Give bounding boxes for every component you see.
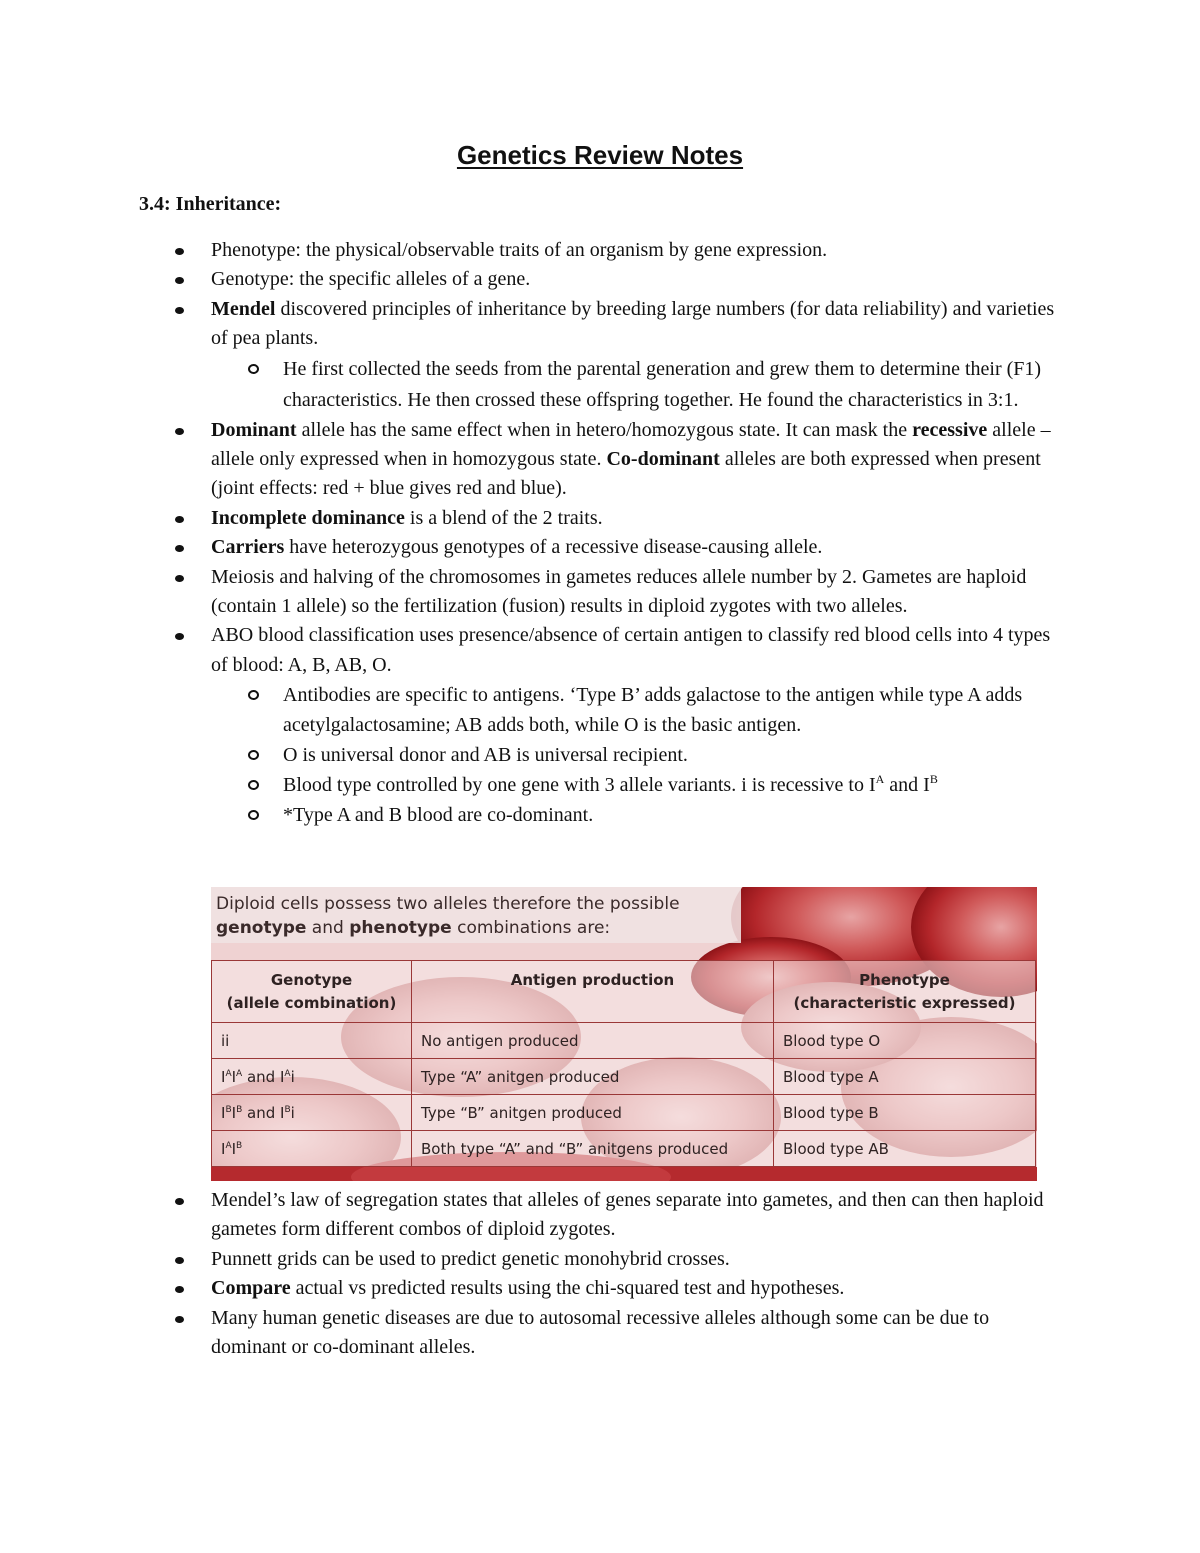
column-header-genotype: Genotype (allele combination) [212, 961, 412, 1023]
bullet-icon [175, 516, 184, 523]
bullet-icon [175, 307, 184, 314]
sub-list-item: O is universal donor and AB is universal recipient. [0, 740, 1200, 770]
list-item: Incomplete dominance is a blend of the 2 traits. [0, 504, 1200, 533]
column-header-antigen: Antigen production [412, 961, 774, 1023]
list-item: Genotype: the specific alleles of a gene. [0, 265, 1200, 294]
list-item: Punnett grids can be used to predict genetic monohybrid crosses. [0, 1245, 1200, 1274]
antigen-cell: No antigen produced [412, 1023, 774, 1059]
bullet-icon [175, 1316, 184, 1323]
phenotype-cell: Blood type AB [774, 1131, 1036, 1167]
bullet-icon [175, 277, 184, 284]
antigen-cell: Type “A” anitgen produced [412, 1059, 774, 1095]
bullet-icon [175, 248, 184, 255]
bullet-icon [175, 633, 184, 640]
table-row [212, 1023, 1036, 1059]
sub-list-item: *Type A and B blood are co-dominant. [0, 800, 1200, 830]
sub-bullet-icon [248, 780, 259, 790]
bullet-icon [175, 1198, 184, 1205]
page-title: Genetics Review Notes [456, 140, 744, 170]
phenotype-cell: Blood type B [774, 1095, 1036, 1131]
column-header-phenotype: Phenotype (characteristic expressed) [774, 961, 1036, 1023]
phenotype-cell: Blood type A [774, 1059, 1036, 1095]
notes-list-bottom [0, 1186, 1200, 1362]
bullet-icon [175, 428, 184, 435]
list-item: Carriers have heterozygous genotypes of a recessive disease-causing allele. [0, 533, 1200, 562]
section-heading: 3.4: Inheritance: [139, 193, 282, 215]
list-item: Compare actual vs predicted results using the chi-squared test and hypotheses. [0, 1274, 1200, 1303]
sub-list-item: Blood type controlled by one gene with 3 allele variants. i is recessive to $I^A$ and $I^B$ [0, 770, 1200, 800]
sub-bullet-icon [248, 364, 259, 374]
list-item: Dominant allele has the same effect when in hetero/homozygous state. It can mask the recessive allele – allele only expressed when in homozygous state. Co-dominant alleles are both expressed when present (joint effects: red + blue gives red and blue). [0, 416, 1200, 504]
list-item: Meiosis and halving of the chromosomes in gametes reduces allele number by 2. Gametes are haploid (contain 1 allele) so the fertilization (fusion) results in diploid zygotes with two alleles. [0, 563, 1200, 622]
sub-bullet-icon [248, 810, 259, 820]
antigen-cell: Both type “A” and “B” anitgens produced [412, 1131, 774, 1167]
table-row [212, 1095, 1036, 1131]
list-item: Many human genetic diseases are due to autosomal recessive alleles although some can be due to dominant or co-dominant alleles. [0, 1304, 1200, 1363]
sub-list-item: He first collected the seeds from the parental generation and grew them to determine their (F1) characteristics. He then crossed these offspring together. He found the characteristics in 3:1. [0, 354, 1200, 416]
antigen-cell: Type “B” anitgen produced [412, 1095, 774, 1131]
genotype-cell: $I^AI^B$ [212, 1131, 412, 1167]
genotype-cell: ii [212, 1023, 412, 1059]
table-row [212, 1059, 1036, 1095]
sub-bullet-icon [248, 750, 259, 760]
list-item: Mendel’s law of segregation states that alleles of genes separate into gametes, and then can then haploid gametes form different combos of diploid zygotes. [0, 1186, 1200, 1245]
notes-list-top [0, 236, 1200, 830]
genotype-cell: $I^BI^B$ and $I^Bi$ [212, 1095, 412, 1131]
bullet-icon [175, 545, 184, 552]
figure-caption: Diploid cells possess two alleles therefore the possible genotype and phenotype combinations are: [211, 887, 741, 943]
genotype-cell: $I^AI^A$ and $I^Ai$ [212, 1059, 412, 1095]
table-header-row [212, 961, 1036, 1023]
list-item: Phenotype: the physical/observable traits of an organism by gene expression. [0, 236, 1200, 265]
sub-list-item: Antibodies are specific to antigens. ‘Type B’ adds galactose to the antigen while type A adds acetylgalactosamine; AB adds both, while O is the basic antigen. [0, 680, 1200, 740]
blood-type-figure [211, 887, 1037, 1181]
list-item: Mendel discovered principles of inheritance by breeding large numbers (for data reliability) and varieties of pea plants. [0, 295, 1200, 354]
bullet-icon [175, 1286, 184, 1293]
table-row [212, 1131, 1036, 1167]
list-item: ABO blood classification uses presence/absence of certain antigen to classify red blood cells into 4 types of blood: A, B, AB, O. [0, 621, 1200, 680]
sub-bullet-icon [248, 690, 259, 700]
blood-type-table [211, 960, 1036, 1167]
phenotype-cell: Blood type O [774, 1023, 1036, 1059]
bullet-icon [175, 1257, 184, 1264]
bullet-icon [175, 575, 184, 582]
